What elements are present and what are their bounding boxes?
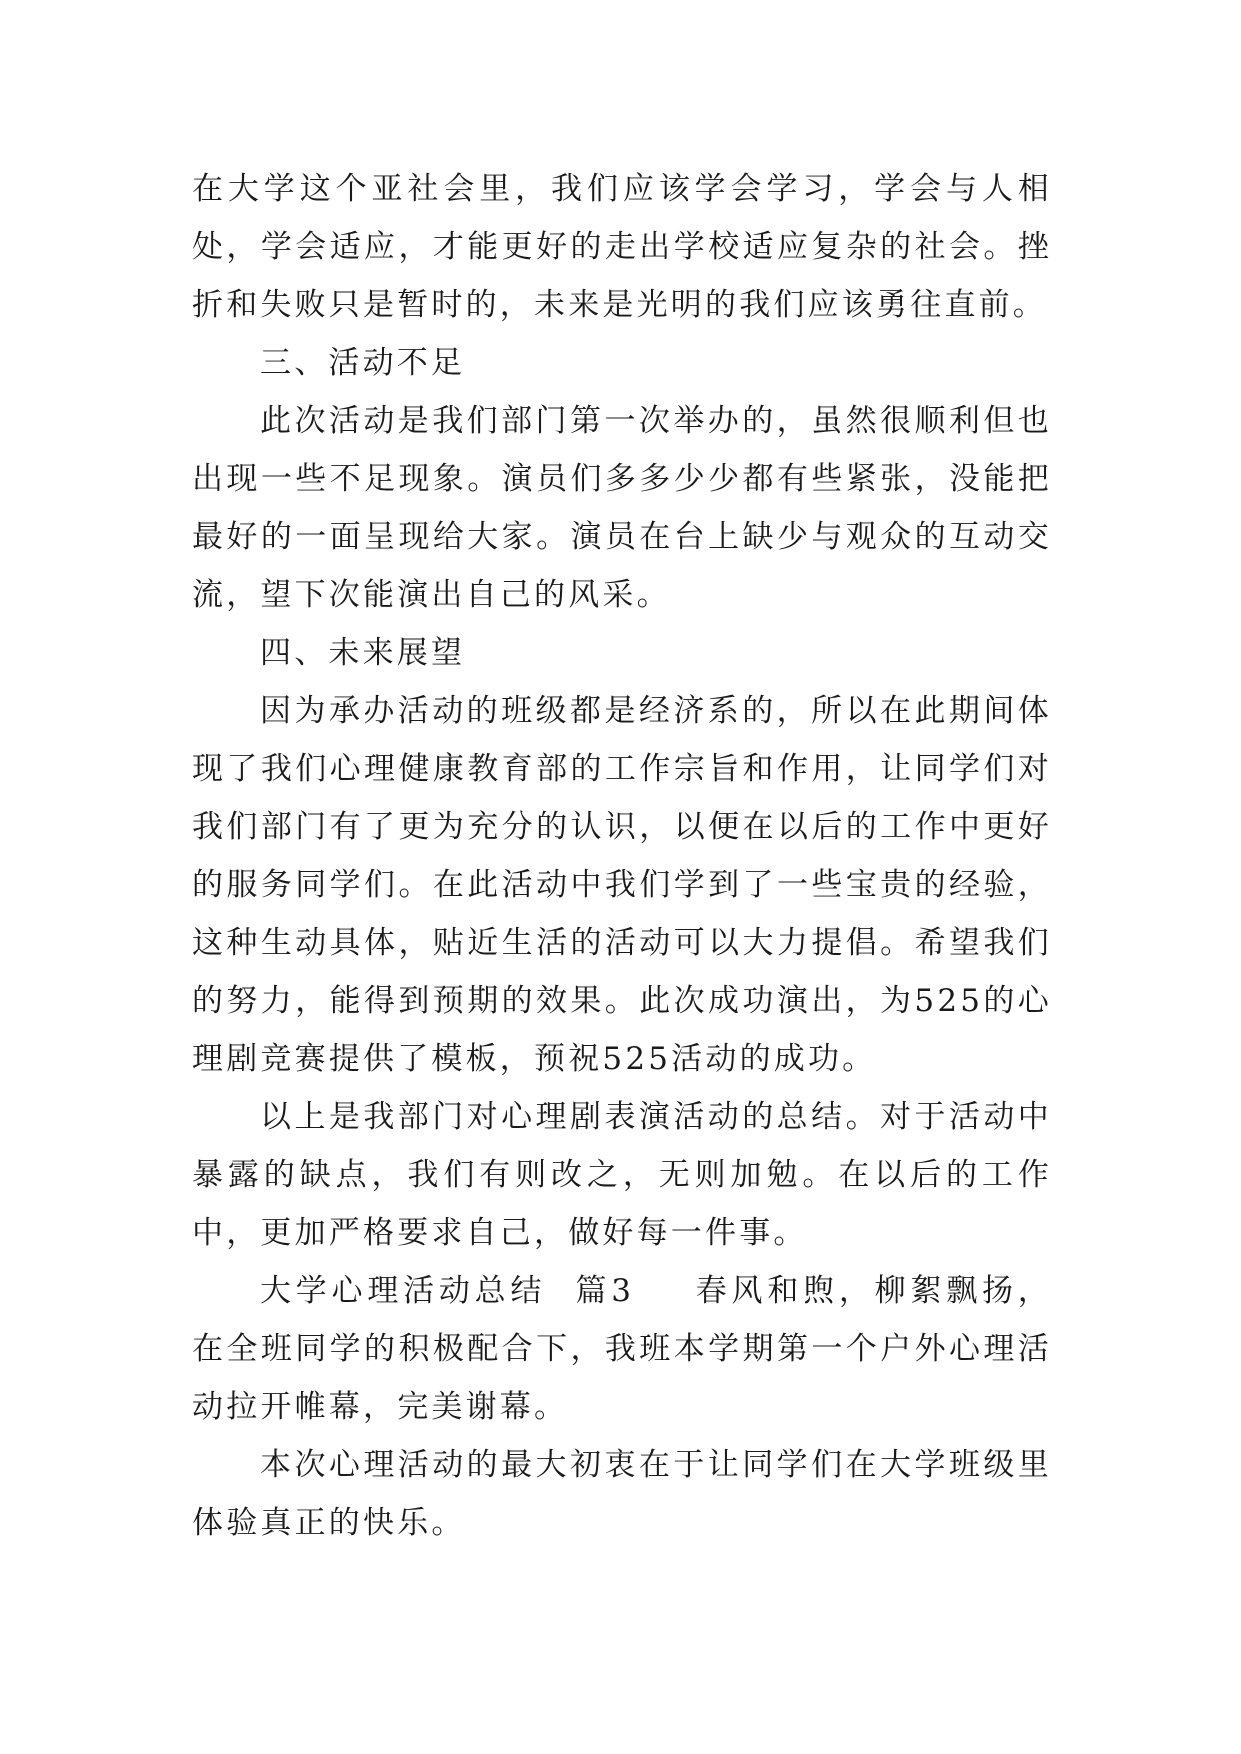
article-opening-text: 春风和煦，柳絮飘扬，在全班同学的积极配合下，我班本学期第一个户外心理活动拉开帷幕，完美谢幕。	[192, 1273, 1052, 1425]
section-heading-future-outlook: 四、未来展望	[260, 635, 466, 671]
paragraph-shortcomings: 此次活动是我们部门第一次举办的，虽然很顺利但也出现一些不足现象。演员们多多少少都有些紧张，没能把最好的一面呈现给大家。演员在台上缺少与观众的互动交流，望下次能演出自己的风采。	[192, 403, 1052, 613]
paragraph-article-3	[192, 1262, 1052, 1436]
paragraph-summary: 以上是我部门对心理剧表演活动的总结。对于活动中暴露的缺点，我们有则改之，无则加勉。在以后的工作中，更加严格要求自己，做好每一件事。	[192, 1099, 1052, 1251]
paragraph-intent: 本次心理活动的最大初衷在于让同学们在大学班级里体验真正的快乐。	[192, 1447, 1052, 1541]
article-heading: 大学心理活动总结 篇3	[260, 1273, 635, 1309]
paragraph-1: 在大学这个亚社会里，我们应该学会学习，学会与人相处，学会适应，才能更好的走出学校适应复杂的社会。挫折和失败只是暂时的，未来是光明的我们应该勇往直前。	[192, 171, 1052, 323]
section-heading-activity-shortcomings: 三、活动不足	[260, 345, 466, 381]
document-body	[192, 160, 1052, 1552]
paragraph-future-outlook: 因为承办活动的班级都是经济系的，所以在此期间体现了我们心理健康教育部的工作宗旨和作用，让同学们对我们部门有了更为充分的认识，以便在以后的工作中更好的服务同学们。在此活动中我们学到了一些宝贵的经验，这种生动具体，贴近生活的活动可以大力提倡。希望我们的努力，能得到预期的效果。此次成功演出，为525的心理剧竞赛提供了模板，预祝525活动的成功。	[192, 693, 1052, 1077]
